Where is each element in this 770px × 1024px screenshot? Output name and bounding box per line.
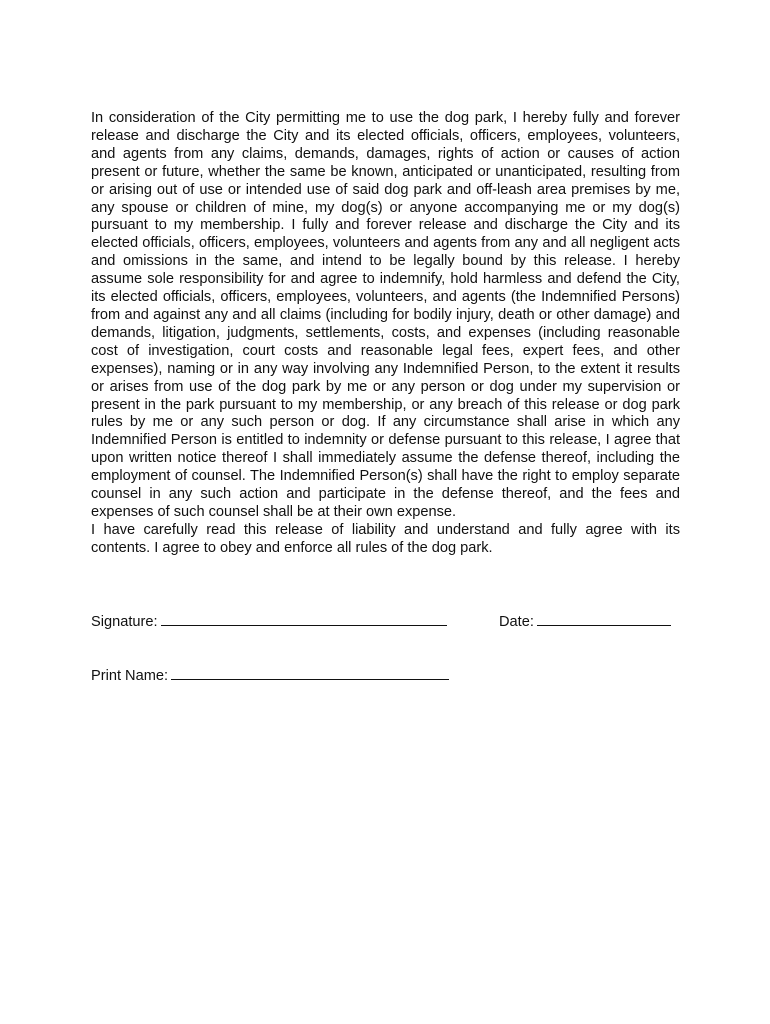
release-paragraph: In consideration of the City permitting me to use the dog park, I hereby fully and forever release and discharge the City and its elected officials, officers, employees, volunteers, and agents from any claims, demands, damages, rights of action or causes of action present or future, whether the same be known, anticipated or unanticipated, resulting from or arising out of use or intended use of said dog park and off-leash area premises by me, any spouse or children of mine, my dog(s) or anyone accompanying me or my dog(s) pursuant to my membership. I fully and forever release and discharge the City and its elected officials, officers, employees, volunteers and agents from any and all negligent acts and omissions in the same, and intend to be legally bound by this release. I hereby assume sole responsibility for and agree to indemnify, hold harmless and defend the City, its elected officials, officers, employees, volunteers, and agents (the Indemnified Persons) from and against any and all claims (including for bodily injury, death or other damage) and demands, litigation, judgments, settlements, costs, and expenses (including reasonable cost of investigation, court costs and reasonable legal fees, expert fees, and other expenses), naming or in any way involving any Indemnified Person, to the extent it results or arises from use of the dog park by me or any person or dog under my supervision or present in the park pursuant to my membership, or any breach of this release or dog park rules by me or any such person or dog. If any circumstance shall arise in which any Indemnified Person is entitled to indemnity or defense pursuant to this release, I agree that upon written notice thereof I shall immediately assume the defense thereof, including the employment of counsel. The Indemnified Person(s) shall have the right to employ separate counsel in any such action and participate in the defense thereof, and the fees and expenses of such counsel shall be at their own expense. — [91, 110, 680, 520]
signature-field — [91, 611, 447, 631]
signature-line[interactable] — [161, 611, 447, 626]
signature-label: Signature: — [91, 614, 158, 630]
print-name-label: Print Name: — [91, 668, 169, 684]
date-line[interactable] — [537, 611, 671, 626]
acknowledgement-paragraph: I have carefully read this release of liability and understand and fully agree with its contents. I agree to obey and enforce all rules of the dog park. — [91, 521, 680, 556]
print-name-field — [91, 665, 449, 685]
date-field — [499, 611, 671, 631]
date-label: Date: — [499, 614, 534, 630]
print-name-line[interactable] — [171, 665, 449, 680]
release-text — [91, 110, 680, 558]
